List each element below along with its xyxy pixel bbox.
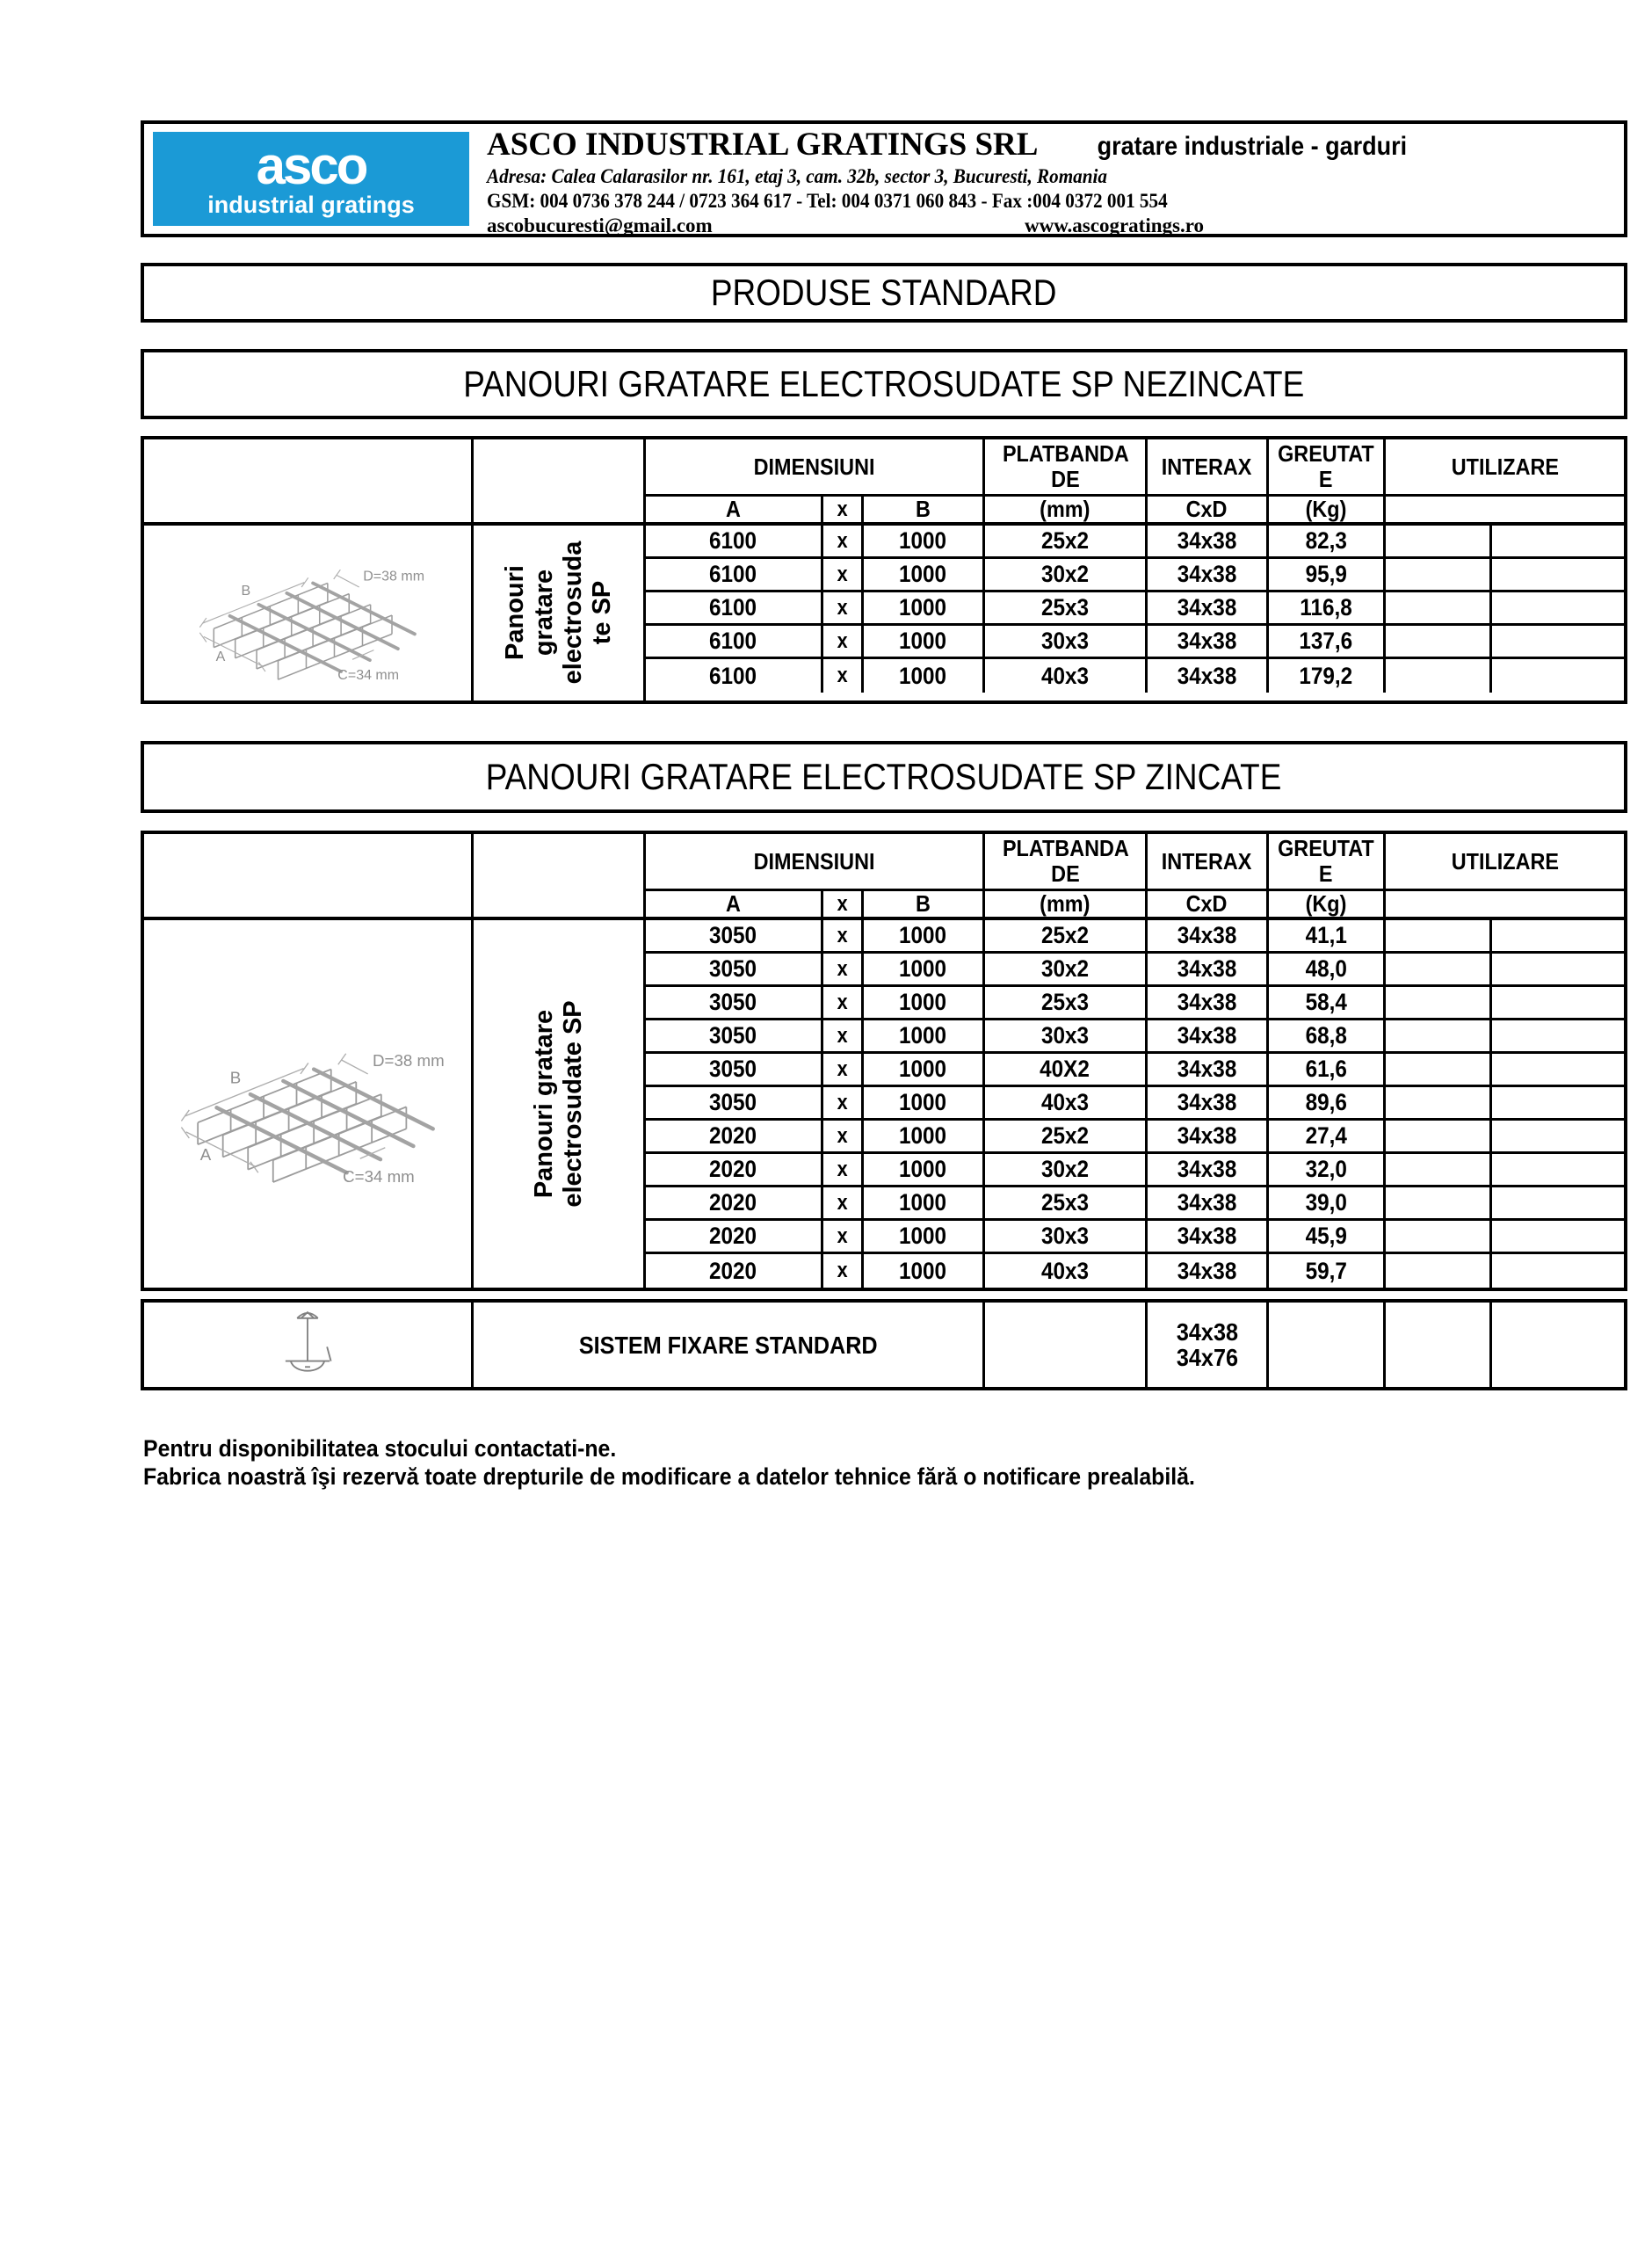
table-row bbox=[646, 920, 1624, 954]
cell-utilizare-2 bbox=[1492, 987, 1624, 1018]
fixing-empty-cell bbox=[1386, 1303, 1492, 1387]
cell-dim-b: 1000 bbox=[864, 954, 985, 984]
col-utilizare-sub bbox=[1386, 891, 1624, 917]
table-row bbox=[646, 1087, 1624, 1121]
page-title: PRODUSE STANDARD bbox=[711, 272, 1057, 313]
cell-interax: 34x38 bbox=[1148, 1054, 1269, 1085]
cell-interax: 34x38 bbox=[1148, 1187, 1269, 1218]
cell-utilizare-1 bbox=[1386, 526, 1492, 556]
cell-greutate: 48,0 bbox=[1269, 954, 1386, 984]
cell-platbanda: 30x2 bbox=[985, 559, 1148, 590]
cell-utilizare-2 bbox=[1492, 1121, 1624, 1151]
side-label bbox=[501, 541, 617, 685]
cell-utilizare-1 bbox=[1386, 987, 1492, 1018]
cell-interax: 34x38 bbox=[1148, 987, 1269, 1018]
cell-interax: 34x38 bbox=[1148, 559, 1269, 590]
diagram-label-d: D=38 mm bbox=[363, 569, 425, 584]
cell-dim-a: 2020 bbox=[646, 1121, 823, 1151]
cell-greutate: 32,0 bbox=[1269, 1154, 1386, 1185]
cell-utilizare-2 bbox=[1492, 559, 1624, 590]
cell-greutate: 59,7 bbox=[1269, 1254, 1386, 1288]
cell-utilizare-2 bbox=[1492, 920, 1624, 951]
fixing-system-table bbox=[141, 1299, 1627, 1390]
col-dimensiuni: DIMENSIUNI bbox=[646, 439, 985, 494]
table-row bbox=[646, 954, 1624, 987]
cell-dim-x: x bbox=[823, 1187, 864, 1218]
products-table-nezincate bbox=[141, 436, 1627, 704]
diagram-label-d: D=38 mm bbox=[373, 1050, 445, 1070]
cell-dim-b: 1000 bbox=[864, 1054, 985, 1085]
cell-dim-b: 1000 bbox=[864, 920, 985, 951]
cell-dim-b: 1000 bbox=[864, 592, 985, 623]
cell-dim-b: 1000 bbox=[864, 1087, 985, 1118]
col-greutate bbox=[1269, 439, 1386, 494]
cell-dim-x: x bbox=[823, 987, 864, 1018]
cell-dim-x: x bbox=[823, 1254, 864, 1288]
cell-dim-x: x bbox=[823, 526, 864, 556]
col-b: B bbox=[864, 497, 985, 522]
cell-dim-a: 6100 bbox=[646, 592, 823, 623]
cell-utilizare-1 bbox=[1386, 1254, 1492, 1288]
cell-dim-a: 6100 bbox=[646, 559, 823, 590]
fixing-label: SISTEM FIXARE STANDARD bbox=[578, 1331, 878, 1359]
cell-dim-b: 1000 bbox=[864, 559, 985, 590]
col-interax: INTERAX bbox=[1148, 439, 1269, 494]
side-label-line: Panouri gratare bbox=[529, 1009, 558, 1199]
cell-dim-a: 2020 bbox=[646, 1187, 823, 1218]
cell-platbanda: 25x2 bbox=[985, 1121, 1148, 1151]
table-row bbox=[646, 1221, 1624, 1254]
cell-interax: 34x38 bbox=[1148, 920, 1269, 951]
cell-dim-x: x bbox=[823, 1054, 864, 1085]
col-unit-cxd: CxD bbox=[1148, 497, 1269, 522]
cell-utilizare-1 bbox=[1386, 626, 1492, 657]
table-rows bbox=[646, 526, 1624, 700]
cell-utilizare-1 bbox=[1386, 592, 1492, 623]
cell-utilizare-2 bbox=[1492, 954, 1624, 984]
logo-brand-text: asco bbox=[256, 135, 366, 195]
cell-dim-x: x bbox=[823, 954, 864, 984]
fixing-clamp-icon bbox=[275, 1308, 340, 1383]
cell-interax: 34x38 bbox=[1148, 1154, 1269, 1185]
grating-diagram-cell bbox=[144, 920, 474, 1288]
table-row bbox=[646, 559, 1624, 592]
cell-dim-b: 1000 bbox=[864, 1020, 985, 1051]
table-row bbox=[646, 626, 1624, 659]
cell-dim-x: x bbox=[823, 920, 864, 951]
col-x: x bbox=[823, 891, 864, 917]
cell-platbanda: 25x3 bbox=[985, 1187, 1148, 1218]
cell-dim-a: 3050 bbox=[646, 1087, 823, 1118]
cell-dim-b: 1000 bbox=[864, 1154, 985, 1185]
section-title-zincate-box bbox=[141, 741, 1627, 813]
cell-dim-a: 2020 bbox=[646, 1154, 823, 1185]
company-info bbox=[487, 126, 1619, 238]
cell-dim-a: 3050 bbox=[646, 920, 823, 951]
cell-platbanda: 25x3 bbox=[985, 592, 1148, 623]
company-name: ASCO INDUSTRIAL GRATINGS SRL bbox=[487, 127, 1039, 163]
cell-utilizare-2 bbox=[1492, 1154, 1624, 1185]
cell-dim-a: 3050 bbox=[646, 1020, 823, 1051]
table-row bbox=[646, 1020, 1624, 1054]
cell-dim-a: 2020 bbox=[646, 1254, 823, 1288]
company-email: ascobucuresti@gmail.com bbox=[487, 214, 713, 236]
col-unit-cxd: CxD bbox=[1148, 891, 1269, 917]
cell-greutate: 179,2 bbox=[1269, 659, 1386, 693]
cell-dim-a: 6100 bbox=[646, 659, 823, 693]
cell-dim-a: 2020 bbox=[646, 1221, 823, 1252]
cell-utilizare-1 bbox=[1386, 1121, 1492, 1151]
cell-platbanda: 25x2 bbox=[985, 920, 1148, 951]
fixing-empty-cell bbox=[1492, 1303, 1624, 1387]
col-utilizare: UTILIZARE bbox=[1451, 847, 1559, 875]
cell-dim-b: 1000 bbox=[864, 1254, 985, 1288]
cell-platbanda: 25x2 bbox=[985, 526, 1148, 556]
footer-note-1: Pentru disponibilitatea stocului contactati-ne. bbox=[143, 1435, 617, 1462]
side-label-line: electrosuda bbox=[558, 541, 587, 685]
col-unit-mm: (mm) bbox=[985, 497, 1148, 522]
cell-dim-x: x bbox=[823, 659, 864, 693]
fixing-clamp-cell bbox=[144, 1303, 474, 1387]
fixing-empty-cell bbox=[1269, 1303, 1386, 1387]
cell-greutate: 45,9 bbox=[1269, 1221, 1386, 1252]
cell-utilizare-2 bbox=[1492, 1221, 1624, 1252]
diagram-label-c: C=34 mm bbox=[343, 1166, 415, 1186]
table-row bbox=[646, 526, 1624, 559]
cell-utilizare-2 bbox=[1492, 659, 1624, 693]
cell-dim-a: 3050 bbox=[646, 987, 823, 1018]
cell-greutate: 82,3 bbox=[1269, 526, 1386, 556]
side-label-cell bbox=[474, 526, 646, 700]
col-utilizare-sub bbox=[1386, 497, 1624, 522]
side-label-line: Panouri bbox=[500, 565, 529, 661]
table-rows bbox=[646, 920, 1624, 1288]
company-address: Adresa: Calea Calarasilor nr. 161, etaj 3, cam. 32b, sector 3, Bucuresti, Romania bbox=[487, 165, 1107, 187]
company-website: www.ascogratings.ro bbox=[1025, 214, 1205, 236]
cell-dim-a: 6100 bbox=[646, 526, 823, 556]
table-row bbox=[646, 1154, 1624, 1187]
cell-platbanda: 40X2 bbox=[985, 1054, 1148, 1085]
cell-greutate: 27,4 bbox=[1269, 1121, 1386, 1151]
cell-utilizare-2 bbox=[1492, 1087, 1624, 1118]
cell-greutate: 116,8 bbox=[1269, 592, 1386, 623]
cell-dim-x: x bbox=[823, 1154, 864, 1185]
col-dimensiuni: DIMENSIUNI bbox=[646, 834, 985, 889]
side-label bbox=[530, 1000, 588, 1207]
cell-interax: 34x38 bbox=[1148, 659, 1269, 693]
fixing-empty-cell bbox=[985, 1303, 1148, 1387]
cell-utilizare-1 bbox=[1386, 1154, 1492, 1185]
col-x: x bbox=[823, 497, 864, 522]
cell-utilizare-1 bbox=[1386, 1187, 1492, 1218]
cell-dim-b: 1000 bbox=[864, 1187, 985, 1218]
table-row bbox=[646, 1054, 1624, 1087]
cell-interax: 34x38 bbox=[1148, 526, 1269, 556]
diagram-label-b: B bbox=[229, 1068, 242, 1087]
products-table-zincate bbox=[141, 831, 1627, 1291]
cell-utilizare-1 bbox=[1386, 1221, 1492, 1252]
col-greutate-line: GREUTAT bbox=[1278, 440, 1374, 467]
section-title-nezincate-box bbox=[141, 349, 1627, 419]
cell-dim-b: 1000 bbox=[864, 659, 985, 693]
cell-dim-b: 1000 bbox=[864, 526, 985, 556]
cell-platbanda: 30x3 bbox=[985, 1020, 1148, 1051]
logo-tagline: industrial gratings bbox=[207, 191, 415, 218]
cell-platbanda: 40x3 bbox=[985, 659, 1148, 693]
diagram-label-a: A bbox=[199, 1144, 212, 1164]
section-title-zincate: PANOURI GRATARE ELECTROSUDATE SP ZINCATE bbox=[486, 756, 1282, 797]
cell-greutate: 41,1 bbox=[1269, 920, 1386, 951]
cell-dim-b: 1000 bbox=[864, 987, 985, 1018]
cell-interax: 34x38 bbox=[1148, 954, 1269, 984]
cell-utilizare-2 bbox=[1492, 626, 1624, 657]
diagram-label-a: A bbox=[215, 649, 226, 664]
col-greutate bbox=[1269, 834, 1386, 889]
footer-note-2: Fabrica noastră îşi rezervă toate drepturile de modificare a datelor tehnice fără o notificare prealabilă. bbox=[143, 1463, 1195, 1490]
company-activity: gratare industriale - garduri bbox=[1098, 132, 1408, 161]
col-utilizare: UTILIZARE bbox=[1451, 453, 1559, 480]
cell-utilizare-1 bbox=[1386, 1087, 1492, 1118]
cell-interax: 34x38 bbox=[1148, 1020, 1269, 1051]
side-label-cell bbox=[474, 920, 646, 1288]
cell-dim-x: x bbox=[823, 1087, 864, 1118]
cell-dim-x: x bbox=[823, 559, 864, 590]
cell-interax: 34x38 bbox=[1148, 1121, 1269, 1151]
table-header bbox=[144, 834, 1624, 920]
table-header bbox=[144, 439, 1624, 526]
table-row bbox=[646, 1254, 1624, 1288]
cell-dim-x: x bbox=[823, 592, 864, 623]
cell-greutate: 137,6 bbox=[1269, 626, 1386, 657]
cell-dim-x: x bbox=[823, 1020, 864, 1051]
cell-platbanda: 40x3 bbox=[985, 1254, 1148, 1288]
col-greutate-line: E bbox=[1319, 466, 1333, 492]
table-row bbox=[646, 592, 1624, 626]
cell-dim-x: x bbox=[823, 1221, 864, 1252]
cell-greutate: 95,9 bbox=[1269, 559, 1386, 590]
col-greutate-line: GREUTAT bbox=[1278, 835, 1374, 861]
cell-utilizare-1 bbox=[1386, 920, 1492, 951]
table-row bbox=[646, 987, 1624, 1020]
cell-utilizare-2 bbox=[1492, 1054, 1624, 1085]
cell-interax: 34x38 bbox=[1148, 592, 1269, 623]
cell-greutate: 58,4 bbox=[1269, 987, 1386, 1018]
cell-interax: 34x38 bbox=[1148, 1254, 1269, 1288]
fixing-interax-value: 34x76 bbox=[1176, 1344, 1238, 1371]
cell-utilizare-2 bbox=[1492, 1020, 1624, 1051]
header-cell-image bbox=[144, 439, 474, 522]
company-header bbox=[141, 120, 1627, 237]
page-title-box bbox=[141, 263, 1627, 323]
cell-greutate: 89,6 bbox=[1269, 1087, 1386, 1118]
cell-dim-a: 6100 bbox=[646, 626, 823, 657]
cell-platbanda: 30x2 bbox=[985, 954, 1148, 984]
cell-greutate: 68,8 bbox=[1269, 1020, 1386, 1051]
cell-utilizare-1 bbox=[1386, 1054, 1492, 1085]
grating-diagram-cell bbox=[144, 526, 474, 700]
diagram-label-c: C=34 mm bbox=[337, 668, 400, 684]
cell-utilizare-2 bbox=[1492, 592, 1624, 623]
col-a: A bbox=[646, 891, 823, 917]
col-b: B bbox=[864, 891, 985, 917]
diagram-label-b: B bbox=[241, 584, 251, 599]
header-cell-side-label bbox=[474, 834, 646, 917]
cell-platbanda: 25x3 bbox=[985, 987, 1148, 1018]
cell-dim-b: 1000 bbox=[864, 626, 985, 657]
cell-utilizare-1 bbox=[1386, 954, 1492, 984]
cell-utilizare-1 bbox=[1386, 659, 1492, 693]
col-unit-kg: (Kg) bbox=[1269, 497, 1386, 522]
side-label-line: gratare bbox=[529, 570, 558, 657]
fixing-label-cell bbox=[474, 1303, 985, 1387]
cell-utilizare-2 bbox=[1492, 526, 1624, 556]
fixing-interax-value: 34x38 bbox=[1176, 1318, 1238, 1346]
cell-platbanda: 30x2 bbox=[985, 1154, 1148, 1185]
cell-greutate: 39,0 bbox=[1269, 1187, 1386, 1218]
col-platbanda: PLATBANDA DE bbox=[985, 834, 1148, 889]
cell-interax: 34x38 bbox=[1148, 1087, 1269, 1118]
col-platbanda: PLATBANDA DE bbox=[985, 439, 1148, 494]
cell-platbanda: 40x3 bbox=[985, 1087, 1148, 1118]
cell-dim-a: 3050 bbox=[646, 954, 823, 984]
section-title-nezincate: PANOURI GRATARE ELECTROSUDATE SP NEZINCATE bbox=[463, 363, 1305, 404]
cell-interax: 34x38 bbox=[1148, 1221, 1269, 1252]
side-label-line: te SP bbox=[587, 581, 616, 645]
col-unit-kg: (Kg) bbox=[1269, 891, 1386, 917]
cell-platbanda: 30x3 bbox=[985, 626, 1148, 657]
col-a: A bbox=[646, 497, 823, 522]
cell-dim-x: x bbox=[823, 1121, 864, 1151]
cell-dim-x: x bbox=[823, 626, 864, 657]
table-row bbox=[646, 1121, 1624, 1154]
cell-interax: 34x38 bbox=[1148, 626, 1269, 657]
table-row bbox=[646, 659, 1624, 693]
fixing-interax-cell bbox=[1148, 1303, 1269, 1387]
cell-greutate: 61,6 bbox=[1269, 1054, 1386, 1085]
cell-dim-a: 3050 bbox=[646, 1054, 823, 1085]
grating-diagram-image bbox=[163, 1008, 453, 1201]
cell-dim-b: 1000 bbox=[864, 1121, 985, 1151]
company-logo bbox=[153, 132, 469, 226]
company-phones: GSM: 004 0736 378 244 / 0723 364 617 - Tel: 004 0371 060 843 - Fax :004 0372 001 554 bbox=[487, 190, 1168, 212]
table-row bbox=[646, 1187, 1624, 1221]
col-unit-mm: (mm) bbox=[985, 891, 1148, 917]
col-interax: INTERAX bbox=[1148, 834, 1269, 889]
cell-platbanda: 30x3 bbox=[985, 1221, 1148, 1252]
cell-utilizare-1 bbox=[1386, 1020, 1492, 1051]
cell-utilizare-2 bbox=[1492, 1187, 1624, 1218]
cell-dim-b: 1000 bbox=[864, 1221, 985, 1252]
cell-utilizare-2 bbox=[1492, 1254, 1624, 1288]
header-cell-image bbox=[144, 834, 474, 917]
cell-utilizare-1 bbox=[1386, 559, 1492, 590]
col-greutate-line: E bbox=[1319, 860, 1333, 887]
side-label-line: electrosudate SP bbox=[558, 1000, 587, 1208]
header-cell-side-label bbox=[474, 439, 646, 522]
grating-diagram-image bbox=[176, 531, 439, 695]
